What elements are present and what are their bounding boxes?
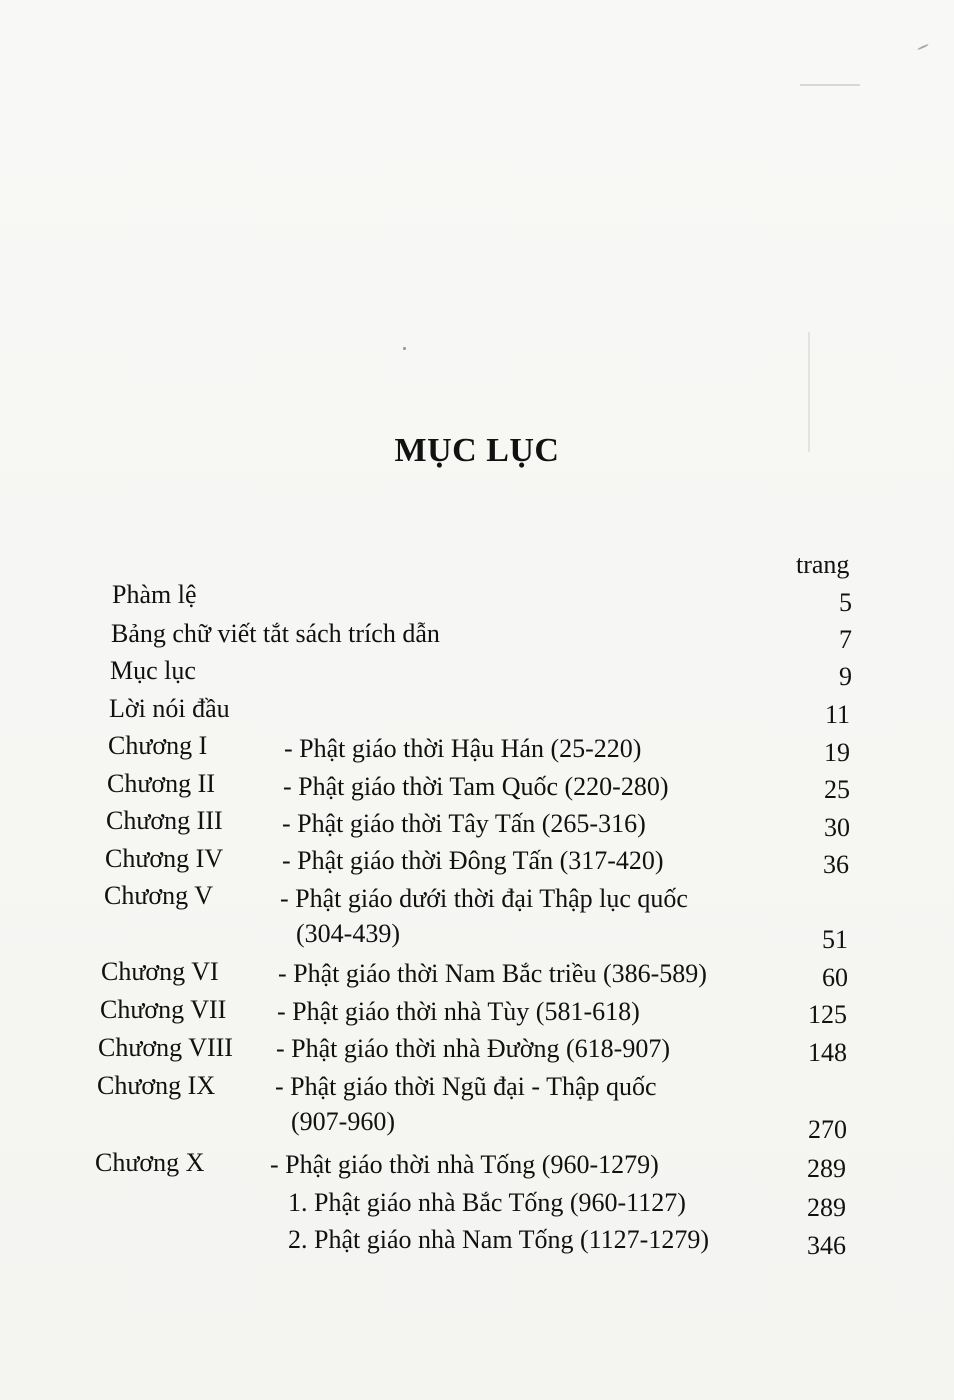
paper-speck	[917, 44, 929, 51]
toc-chapter-label: Chương VII	[100, 995, 227, 1024]
toc-chapter-label: Chương IX	[97, 1071, 216, 1100]
toc-chapter-desc: - Phật giáo thời Hậu Hán (25-220)	[284, 734, 642, 763]
toc-chapter-label: Chương VI	[101, 957, 219, 986]
toc-entry-page: 7	[839, 625, 852, 654]
toc-entry-page: 51	[822, 925, 848, 954]
toc-chapter-desc-continued: (907-960)	[291, 1107, 395, 1136]
page-title: MỤC LỤC	[394, 432, 560, 469]
toc-subentry: 1. Phật giáo nhà Bắc Tống (960-1127)	[288, 1188, 686, 1217]
toc-entry-page: 30	[824, 813, 850, 842]
paper-speck	[403, 347, 406, 350]
toc-entry-page: 19	[824, 738, 850, 767]
toc-chapter-desc: - Phật giáo thời Tây Tấn (265-316)	[282, 809, 646, 838]
toc-chapter-desc: - Phật giáo dưới thời đại Thập lục quốc	[280, 884, 688, 913]
toc-chapter-label: Chương VIII	[98, 1033, 233, 1062]
toc-entry-title: Mục lục	[110, 656, 196, 685]
toc-entry-page: 125	[808, 1000, 847, 1029]
toc-entry-page: 60	[822, 963, 848, 992]
toc-entry-page: 11	[824, 700, 850, 729]
toc-subentry: 2. Phật giáo nhà Nam Tống (1127-1279)	[288, 1225, 709, 1254]
toc-chapter-label: Chương IV	[105, 844, 224, 873]
toc-entry-title: Lời nói đầu	[109, 694, 230, 723]
toc-chapter-desc: - Phật giáo thời Ngũ đại - Thập quốc	[275, 1072, 657, 1101]
toc-entry-page: 9	[839, 662, 852, 691]
toc-chapter-label: Chương III	[106, 806, 223, 835]
toc-chapter-label: Chương I	[108, 731, 208, 760]
toc-entry-title: Bảng chữ viết tắt sách trích dẫn	[111, 619, 440, 648]
toc-chapter-desc: - Phật giáo thời Đông Tấn (317-420)	[282, 846, 664, 875]
toc-entry-page: 289	[807, 1193, 846, 1222]
toc-chapter-desc: - Phật giáo thời nhà Tống (960-1279)	[270, 1150, 659, 1179]
page-column-label: trang	[796, 550, 850, 579]
toc-entry-page: 270	[808, 1115, 847, 1144]
toc-chapter-label: Chương V	[104, 881, 213, 910]
toc-entry-page: 148	[808, 1038, 847, 1067]
toc-entry-page: 5	[839, 588, 852, 617]
toc-chapter-desc: - Phật giáo thời Nam Bắc triều (386-589)	[278, 959, 707, 988]
toc-chapter-desc: - Phật giáo thời Tam Quốc (220-280)	[283, 772, 669, 801]
toc-entry-page: 25	[824, 775, 850, 804]
toc-entry-page: 289	[807, 1154, 846, 1183]
toc-chapter-label: Chương II	[107, 769, 215, 798]
toc-chapter-desc: - Phật giáo thời nhà Đường (618-907)	[276, 1034, 670, 1063]
toc-chapter-desc: - Phật giáo thời nhà Tùy (581-618)	[277, 997, 640, 1026]
toc-entry-page: 346	[807, 1231, 846, 1260]
toc-chapter-label: Chương X	[95, 1148, 205, 1177]
toc-chapter-desc-continued: (304-439)	[296, 919, 400, 948]
toc-entry-page: 36	[823, 850, 849, 879]
toc-entry-title: Phàm lệ	[112, 580, 197, 609]
bleed-rule	[800, 84, 860, 86]
